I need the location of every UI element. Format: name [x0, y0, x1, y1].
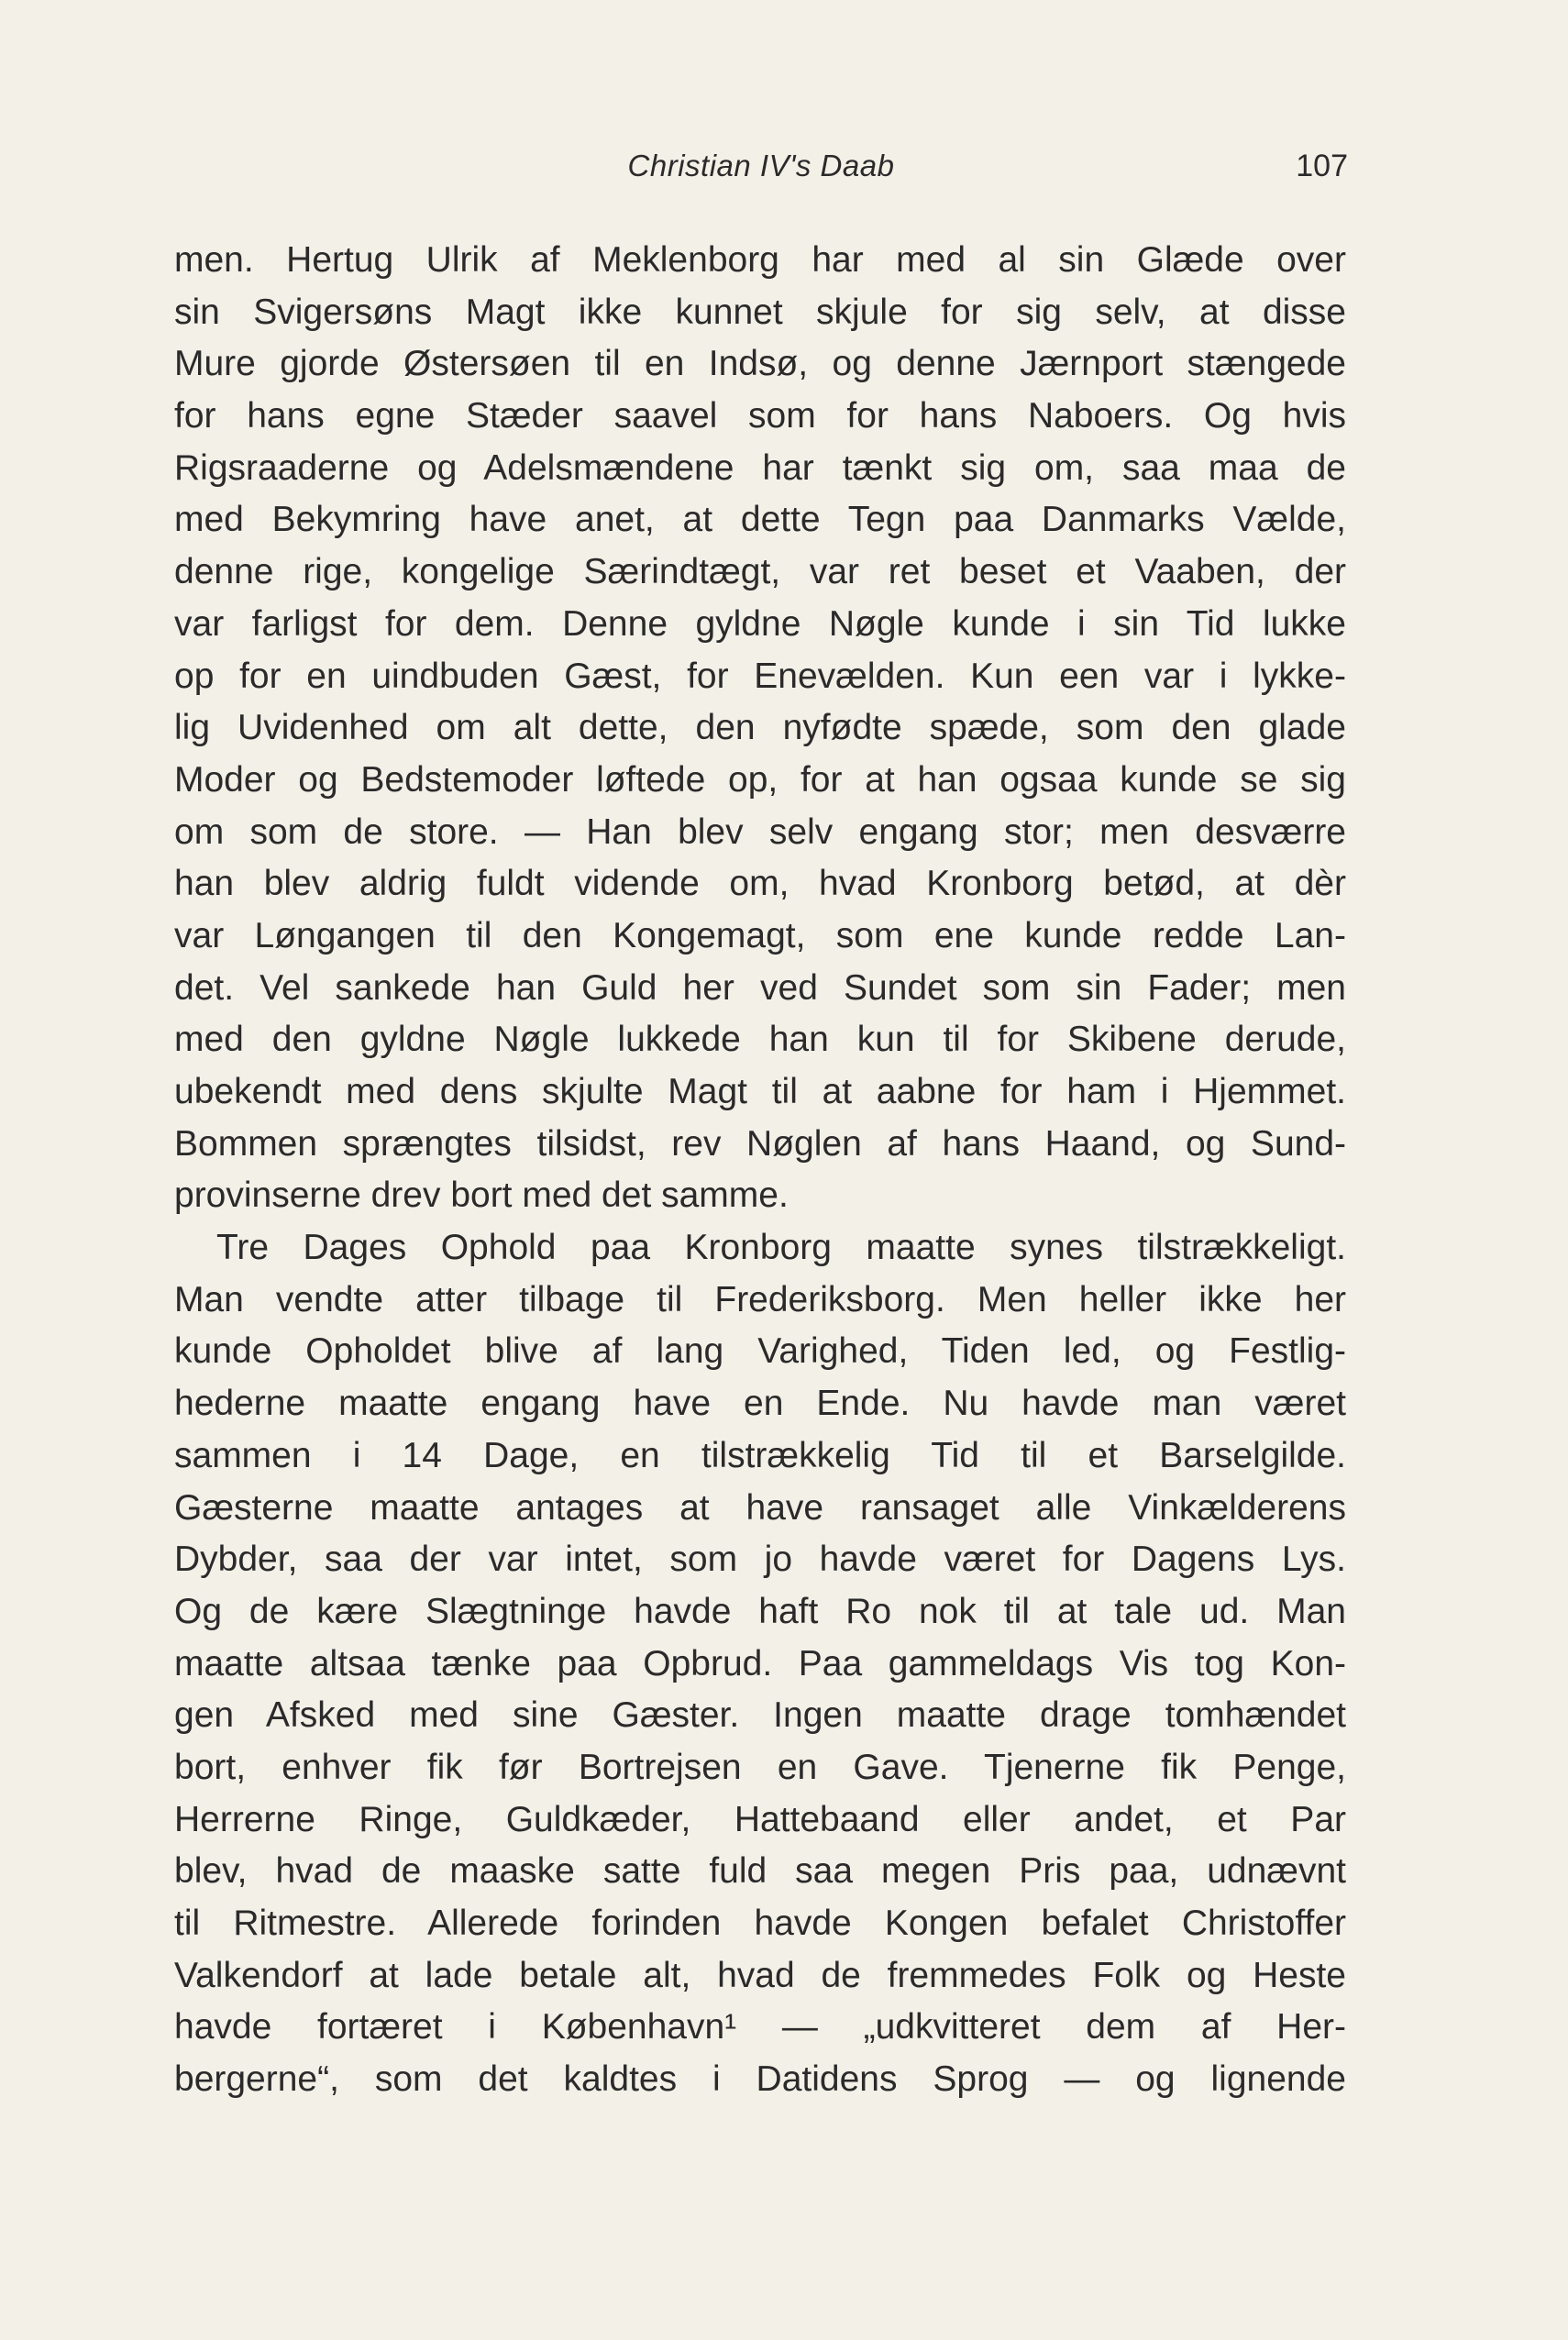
- text-line: til Ritmestre. Allerede forinden havde Kongen befalet Christoffer: [174, 1904, 1346, 1943]
- text-line: for hans egne Stæder saavel som for hans Naboers. Og hvis: [174, 396, 1346, 436]
- text-line: denne rige, kongelige Særindtægt, var ret beset et Vaaben, der: [174, 552, 1346, 592]
- running-title: Christian IV's Daab: [627, 149, 895, 182]
- text-line: var farligst for dem. Denne gyldne Nøgle kunde i sin Tid lukke: [174, 603, 1346, 644]
- text-line: Gæsterne maatte antages at have ransaget alle Vinkælderens: [174, 1487, 1346, 1528]
- text-line: Rigsraaderne og Adelsmændene har tænkt sig om, saa maa de: [174, 447, 1346, 488]
- text-line: kunde Opholdet blive af lang Varighed, Tiden led, og Festlig-: [174, 1331, 1346, 1372]
- running-head: [174, 149, 1348, 194]
- page-number: 107: [1296, 149, 1348, 183]
- text-line: Herrerne Ringe, Guldkæder, Hattebaand eller andet, et Par: [174, 1799, 1346, 1839]
- text-line: bort, enhver fik før Bortrejsen en Gave. Tjenerne fik Penge,: [174, 1747, 1346, 1787]
- text-line: om som de store. — Han blev selv engang stor; men desværre: [174, 811, 1346, 852]
- text-line: med Bekymring have anet, at dette Tegn paa Danmarks Vælde,: [174, 500, 1346, 540]
- text-line: det. Vel sankede han Guld her ved Sundet som sin Fader; men: [174, 967, 1346, 1008]
- text-line: Valkendorf at lade betale alt, hvad de fremmedes Folk og Heste: [174, 1955, 1346, 1995]
- text-line: op for en uindbuden Gæst, for Enevælden. Kun een var i lykke-: [174, 656, 1346, 696]
- text-line: sin Svigersøns Magt ikke kunnet skjule for sig selv, at disse: [174, 292, 1346, 332]
- text-line: Og de kære Slægtninge havde haft Ro nok til at tale ud. Man: [174, 1591, 1346, 1631]
- text-line: Man vendte atter tilbage til Frederiksborg. Men heller ikke her: [174, 1279, 1346, 1319]
- text-line: hederne maatte engang have en Ende. Nu havde man været: [174, 1384, 1346, 1424]
- text-line: med den gyldne Nøgle lukkede han kun til for Skibene derude,: [174, 1020, 1346, 1060]
- text-line: gen Afsked med sine Gæster. Ingen maatte drage tomhændet: [174, 1695, 1346, 1736]
- text-line: Tre Dages Ophold paa Kronborg maatte synes tilstrækkeligt.: [216, 1228, 1346, 1268]
- text-line: Moder og Bedstemoder løftede op, for at han ogsaa kunde se sig: [174, 759, 1346, 800]
- text-line: lig Uvidenhed om alt dette, den nyfødte spæde, som den glade: [174, 708, 1346, 748]
- text-line: maatte altsaa tænke paa Opbrud. Paa gammeldags Vis tog Kon-: [174, 1643, 1346, 1683]
- text-line: men. Hertug Ulrik af Meklenborg har med al sin Glæde over: [174, 240, 1346, 280]
- text-line: ubekendt med dens skjulte Magt til at aabne for ham i Hjemmet.: [174, 1072, 1346, 1111]
- text-line: Mure gjorde Østersøen til en Indsø, og denne Jærnport stængede: [174, 344, 1346, 384]
- text-line: bergerne“, som det kaldtes i Datidens Sprog — og lignende: [174, 2059, 1346, 2100]
- text-line: havde fortæret i København¹ — „udkvitteret dem af Her-: [174, 2007, 1346, 2048]
- text-line: han blev aldrig fuldt vidende om, hvad Kronborg betød, at dèr: [174, 864, 1346, 904]
- text-line: Dybder, saa der var intet, som jo havde været for Dagens Lys.: [174, 1540, 1346, 1580]
- text-line: sammen i 14 Dage, en tilstrækkelig Tid til et Barselgilde.: [174, 1435, 1346, 1475]
- text-line: var Løngangen til den Kongemagt, som ene kunde redde Lan-: [174, 915, 1346, 955]
- body-text: [174, 235, 1346, 2106]
- text-line: blev, hvad de maaske satte fuld saa megen Pris paa, udnævnt: [174, 1851, 1346, 1892]
- text-line: Bommen sprængtes tilsidst, rev Nøglen af hans Haand, og Sund-: [174, 1123, 1346, 1164]
- text-line: provinserne drev bort med det samme.: [174, 1176, 789, 1216]
